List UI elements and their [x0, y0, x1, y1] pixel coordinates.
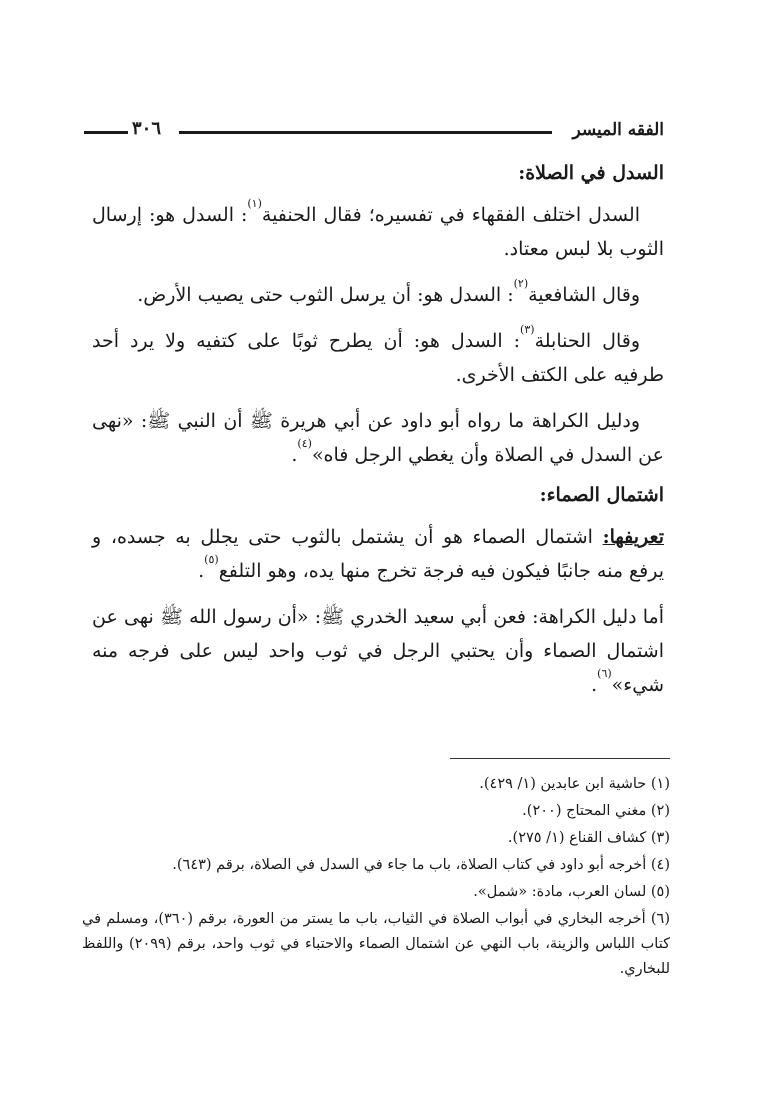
paragraph-text: أما دليل الكراهة: فعن أبي سعيد الخدري ﷺ: «أن رسول الله ﷺ نهى عن اشتمال الصماء وأن يحتبي الرجل في ثوب واحد ليس على فرجه منه شيء» [92, 606, 664, 696]
paragraph [92, 198, 664, 266]
paragraph-text: اشتمال الصماء هو أن يشتمل بالثوب حتى يجلل به جسده، و يرفع منه جانبًا فيكون فيه فرجة تخرج منها يده، وهو التلفع [92, 526, 664, 582]
footnote: (٦) أخرجه البخاري في أبواب الصلاة في الثياب، باب ما يستر من العورة، برقم (٣٦٠)، ومسلم في كتاب اللباس والزينة، باب النهي عن اشتمال الصماء والاحتباء في ثوب واحد، برقم (٢٠٩٩) واللفظ للبخاري. [82, 911, 670, 977]
paragraph-text: : السدل هو: إرسال الثوب بلا لبس معتاد. [92, 204, 664, 260]
paragraph [92, 520, 664, 588]
book-title: الفقه الميسر [572, 120, 664, 140]
paragraph-text: . [291, 444, 298, 466]
paragraph-text: : السدل هو: أن يرسل الثوب حتى يصيب الأرض. [137, 284, 514, 306]
paragraph-text: : السدل هو: أن يطرح ثوبًا على كتفيه ولا يرد أحد طرفيه على الكتف الأخرى. [92, 330, 664, 386]
footnote-ref[interactable]: (٤) [297, 437, 312, 450]
footnote: (٤) أخرجه أبو داود في كتاب الصلاة، باب ما جاء في السدل في الصلاة، برقم (٦٤٣). [172, 857, 670, 873]
footnote: (١) حاشية ابن عابدين (١/ ٤٢٩). [479, 776, 670, 792]
footnote-ref[interactable]: (٣) [520, 323, 535, 336]
footnote-separator [450, 758, 670, 759]
paragraph-text: . [591, 674, 598, 696]
section-heading-ishtimal: اشتمال الصماء: [539, 484, 664, 506]
definition-term: تعريفها: [602, 526, 664, 548]
footnote-ref[interactable]: (٥) [204, 553, 219, 566]
footnote: (٢) مغني المحتاج (٢٠٠). [522, 803, 670, 819]
section-heading-sadl: السدل في الصلاة: [518, 162, 664, 184]
paragraph [92, 600, 664, 702]
page-body [92, 158, 664, 714]
running-header [84, 118, 664, 148]
paragraph-text: وقال الحنابلة [534, 330, 640, 352]
paragraph-text: ودليل الكراهة ما رواه أبو داود عن أبي هريرة ﷺ أن النبي ﷺ: «نهى عن السدل في الصلاة وأن يغطي الرجل فاه» [92, 410, 664, 466]
footnote-ref[interactable]: (١) [247, 197, 262, 210]
paragraph-text: وقال الشافعية [528, 284, 640, 306]
footnote-ref[interactable]: (٢) [513, 277, 529, 290]
footnote: (٥) لسان العرب، مادة: «شمل». [473, 884, 670, 900]
page-number-dash [84, 131, 128, 134]
footnotes [82, 772, 670, 984]
paragraph-text: . [198, 560, 205, 582]
paragraph [92, 324, 664, 392]
header-rule [179, 131, 552, 134]
footnote: (٣) كشاف القناع (١/ ٢٧٥). [507, 830, 670, 846]
paragraph-text: السدل اختلف الفقهاء في تفسيره؛ فقال الحنفية [261, 204, 640, 226]
paragraph [92, 278, 664, 312]
footnote-ref[interactable]: (٦) [597, 667, 612, 680]
paragraph [92, 404, 664, 472]
page-number: ٣٠٦ [132, 118, 162, 139]
